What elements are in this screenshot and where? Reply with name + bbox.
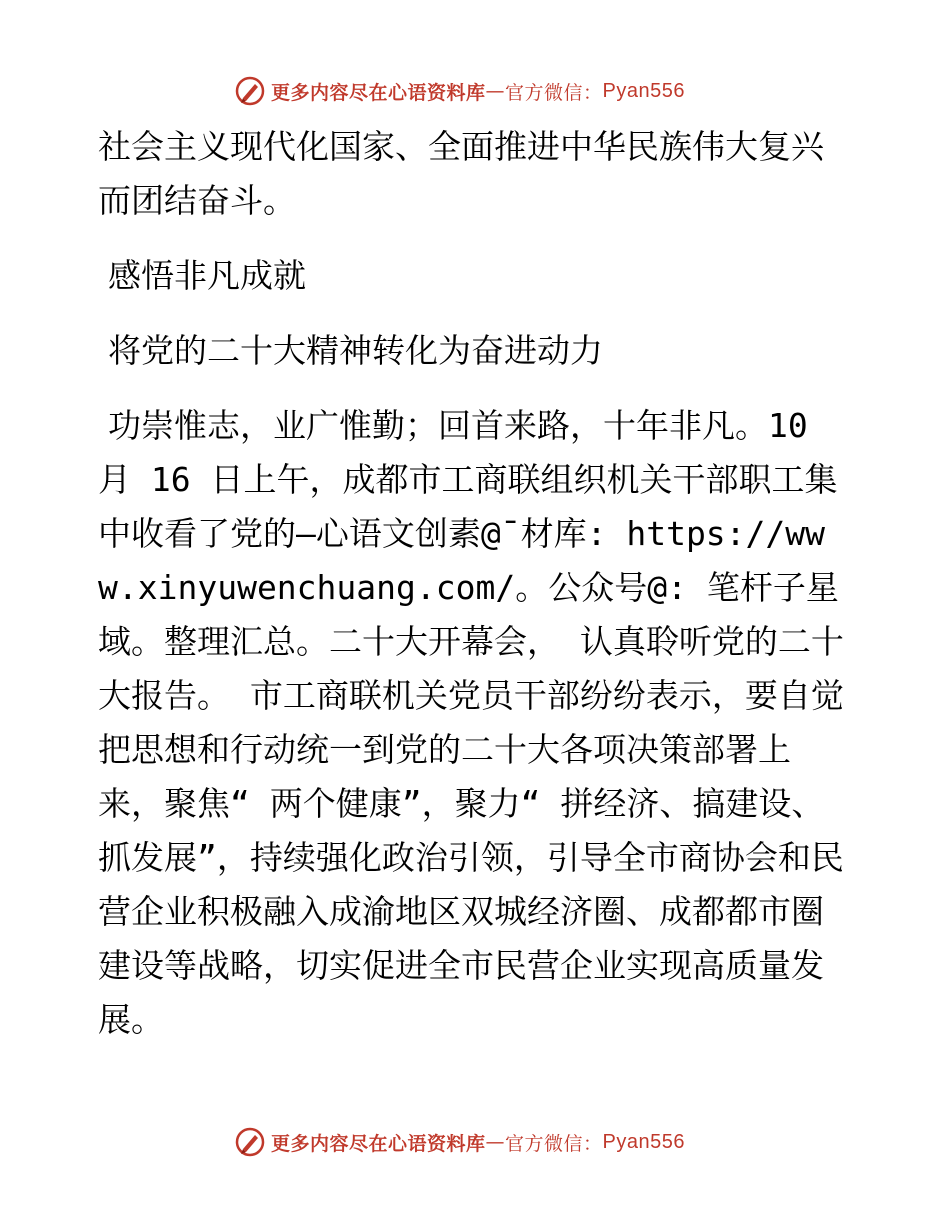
- watermark-sub-text: 官方微信：: [505, 1132, 603, 1155]
- header-watermark: [235, 74, 685, 108]
- pen-logo-icon: [235, 1127, 265, 1157]
- paragraph-continued: 社会主义现代化国家、全面推进中华民族伟大复兴而团结奋斗。: [98, 127, 824, 220]
- watermark-main-text: 更多内容尽在心语资料库: [271, 1132, 486, 1155]
- section-subheading: 将党的二十大精神转化为奋进动力: [108, 331, 603, 370]
- watermark-wechat-id: Pyan556: [602, 79, 685, 102]
- watermark-dash: —: [485, 80, 506, 102]
- document-body: [98, 120, 850, 1068]
- watermark-sub-text: 官方微信：: [505, 81, 603, 104]
- watermark-main-text: 更多内容尽在心语资料库: [271, 81, 486, 104]
- footer-watermark: [235, 1125, 685, 1159]
- section-heading: 感悟非凡成就: [108, 256, 306, 295]
- watermark-wechat-id: Pyan556: [602, 1130, 685, 1153]
- pen-logo-icon: [235, 76, 265, 106]
- watermark-dash: —: [485, 1131, 506, 1153]
- paragraph-body: 功崇惟志，业广惟勤；回首来路，十年非凡。10 月 16 日上午，成都市工商联组织机关干部职工集中收看了党的—心语文创素@¯材库: https://www.xinyuwenchuang.com/。公众号@: 笔杆子星域。整理汇总。二十大开幕会， 认真聆听党的二十大报告。 市工商联机关党员干部纷纷表示，要自觉把思想和行动统一到党的二十大各项决策部署上来，聚焦“ 两个健康”，聚力“ 拼经济、搞建设、抓发展”，持续强化政治引领，引导全市商协会和民营企业积极融入成渝地区双城经济圈、成都都市圈建设等战略，切实促进全市民营企业实现高质量发展。: [98, 406, 844, 1039]
